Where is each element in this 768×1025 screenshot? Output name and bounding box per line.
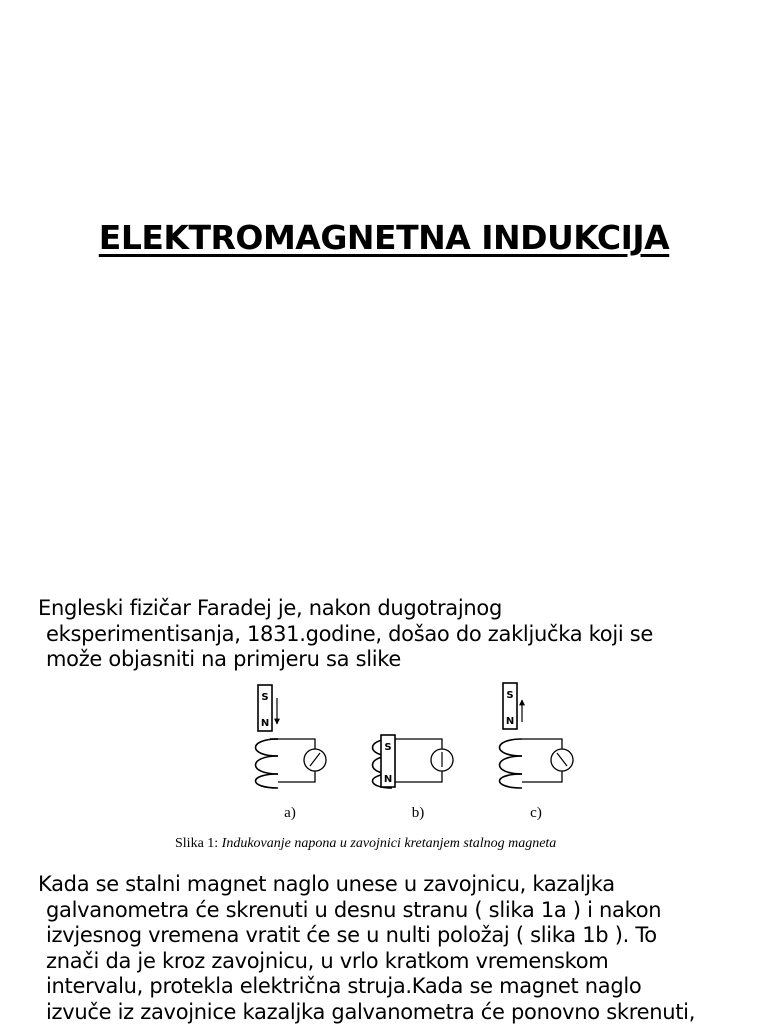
magnet <box>258 685 272 731</box>
induction-figure <box>170 680 670 855</box>
magnet-north-label: N <box>506 716 514 727</box>
magnet <box>381 735 395 787</box>
figure-caption-text: Indukovanje napona u zavojnici kretanjem stalnog magneta <box>221 836 557 851</box>
body-line: izvjesnog vremena vratit će se u nulti položaj ( slika 1b ). To <box>46 923 756 949</box>
intro-line: Engleski fizičar Faradej je, nakon dugotrajnog <box>46 596 756 622</box>
panel-b-label: b) <box>412 805 425 821</box>
panel-b-diagram <box>373 735 454 788</box>
panel-c-label: c) <box>530 805 542 821</box>
magnet-south-label: S <box>384 742 391 753</box>
intro-paragraph <box>46 596 756 673</box>
galvanometer <box>551 749 573 771</box>
body-line: znači da je kroz zavojnicu, u vrlo kratkom vremenskom <box>46 949 756 975</box>
magnet-south-label: S <box>506 690 513 701</box>
figure-caption-prefix: Slika 1: <box>175 836 222 851</box>
coil <box>256 739 279 788</box>
intro-line: može objasniti na primjeru sa slike <box>46 647 756 673</box>
magnet <box>503 683 517 729</box>
magnet-north-label: N <box>261 718 269 729</box>
coil <box>500 739 523 788</box>
panel-a-label: a) <box>284 805 296 821</box>
body-paragraph <box>46 872 756 1025</box>
body-line: intervalu, protekla električna struja.Kada se magnet naglo <box>46 974 756 1000</box>
body-line: Kada se stalni magnet naglo unese u zavojnicu, kazaljka <box>46 872 756 898</box>
panel-c-diagram <box>500 683 574 788</box>
figure-caption <box>175 836 556 851</box>
panel-a-diagram <box>256 685 327 788</box>
magnet-south-label: S <box>261 692 268 703</box>
body-line: galvanometra će skrenuti u desnu stranu ( slika 1a ) i nakon <box>46 898 756 924</box>
body-line: izvuče iz zavojnice kazaljka galvanometra će ponovno skrenuti, <box>46 1000 756 1025</box>
galvanometer <box>304 749 326 771</box>
magnet-north-label: N <box>384 774 392 785</box>
slide-title: ELEKTROMAGNETNA INDUKCIJA <box>0 218 768 257</box>
intro-line: eksperimentisanja, 1831.godine, došao do zaključka koji se <box>46 622 756 648</box>
induction-diagram <box>170 680 670 855</box>
galvanometer <box>431 749 453 771</box>
